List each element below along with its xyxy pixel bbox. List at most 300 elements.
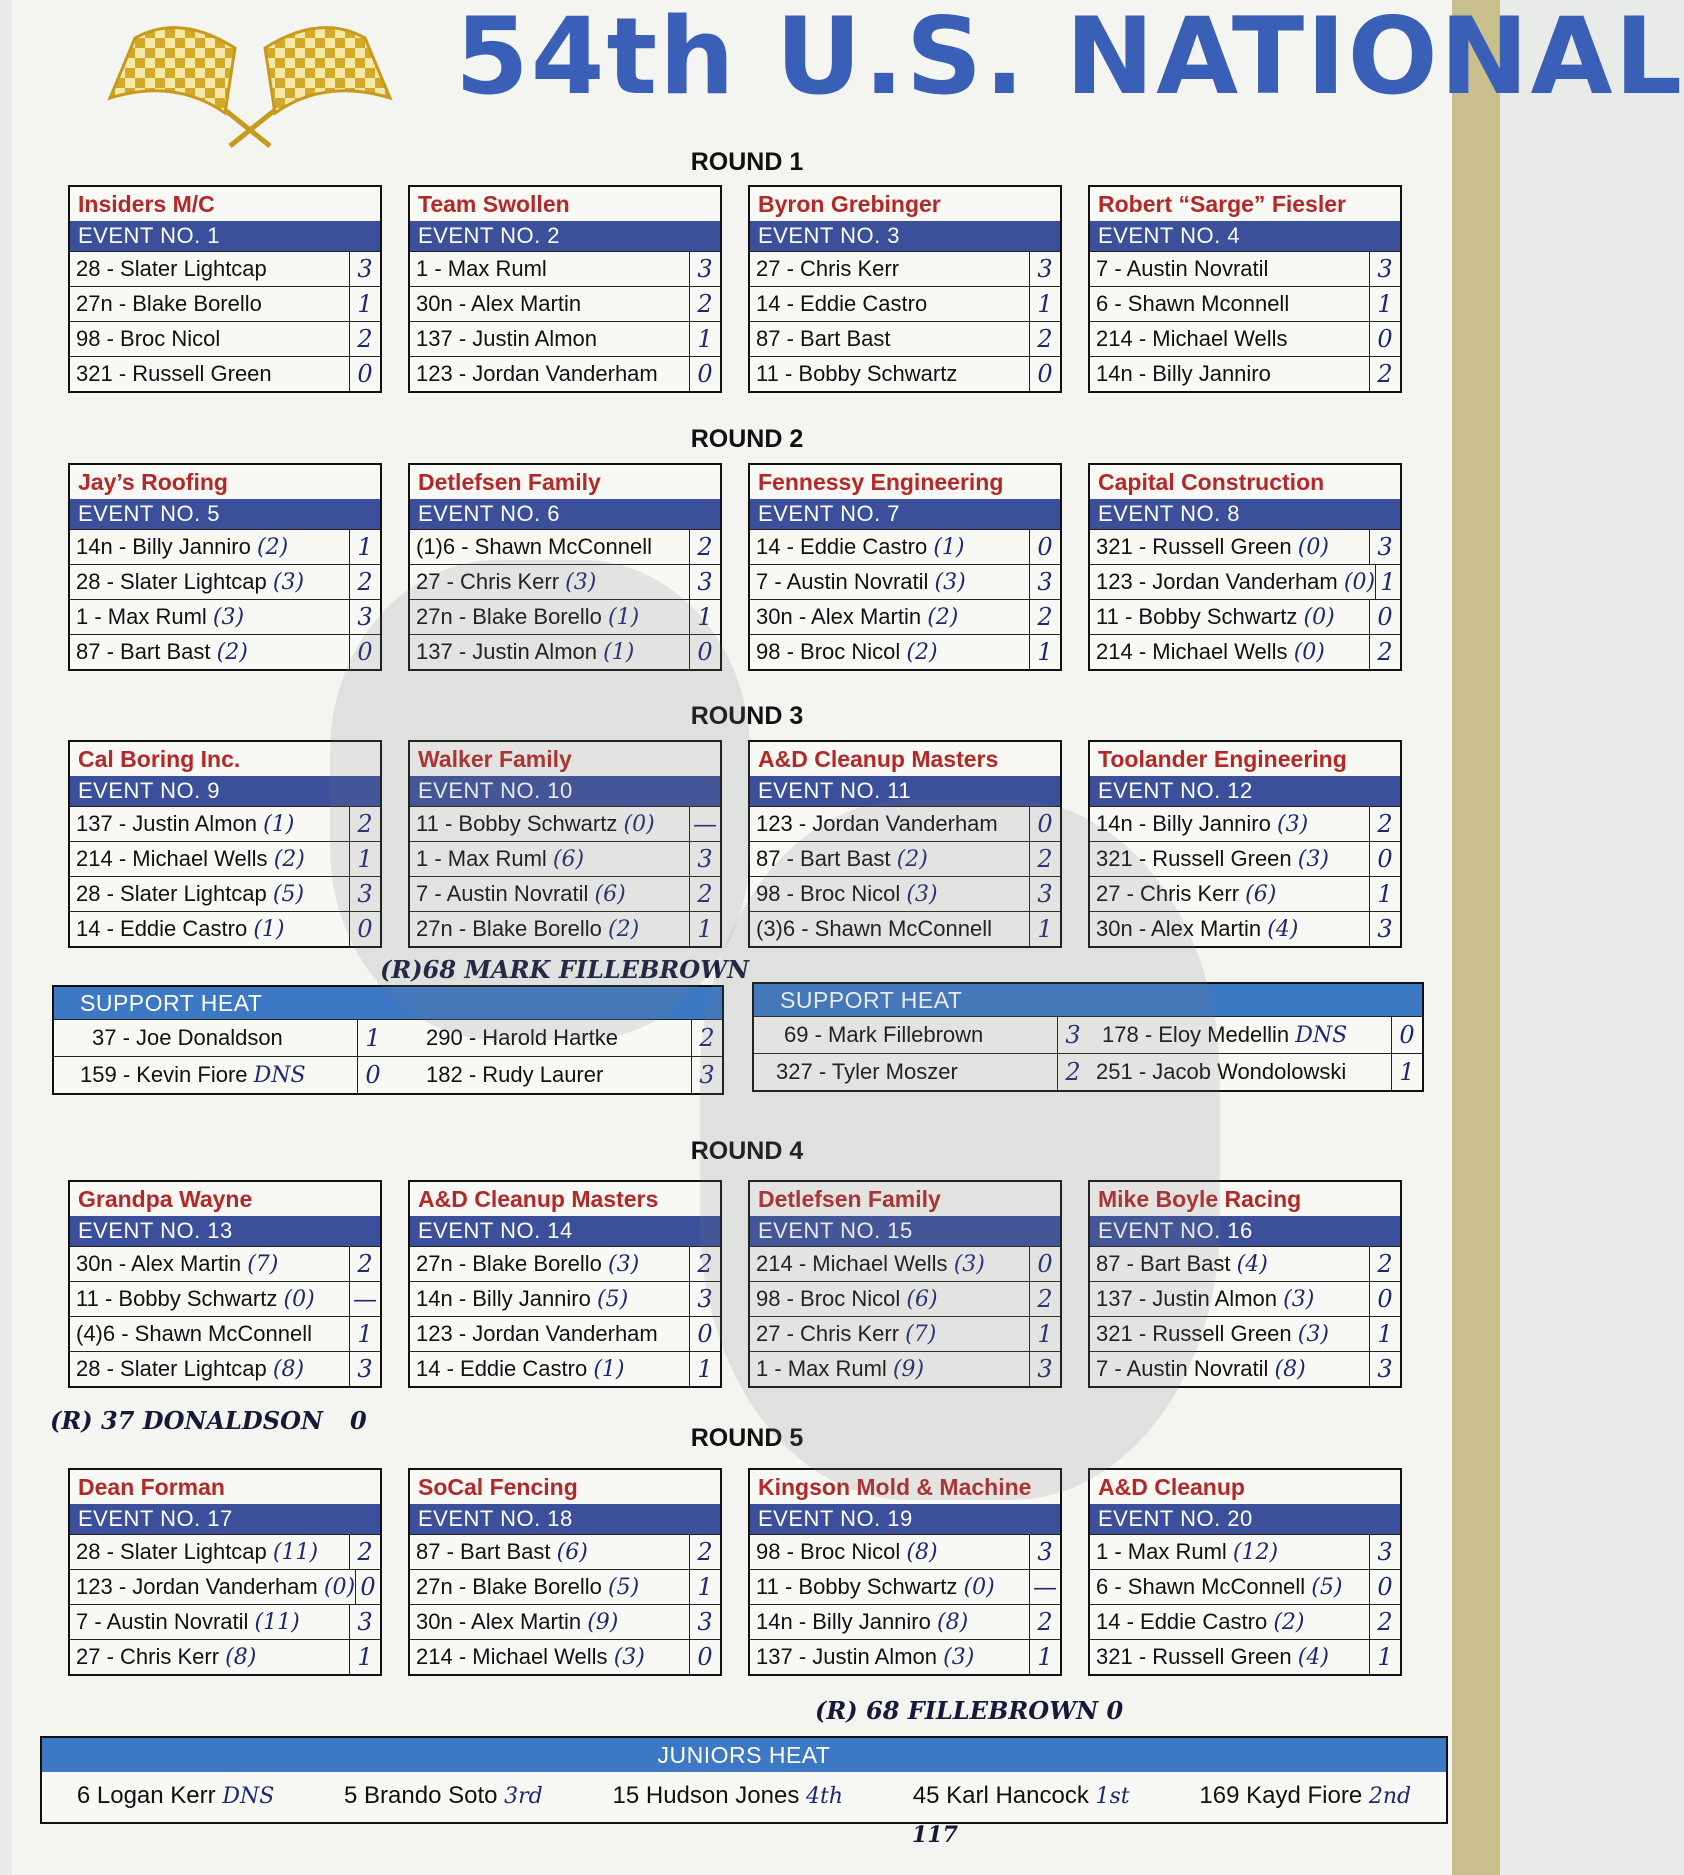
- rider-total: (8): [1274, 1357, 1306, 1382]
- event-card: [748, 463, 1062, 671]
- event-number: EVENT NO. 7: [750, 499, 1060, 529]
- rider-status: DNS: [1295, 1023, 1348, 1048]
- rider-name: 98 - Broc Nicol: [756, 639, 901, 664]
- support-heat-row: [54, 1056, 388, 1093]
- support-heat-row: [388, 1019, 722, 1056]
- rider-total: (1): [593, 1357, 625, 1382]
- rider-name: 182 - Rudy Laurer: [426, 1062, 604, 1087]
- rider-row: [750, 1639, 1060, 1674]
- rider-row: [750, 529, 1060, 564]
- rider-total: (11): [272, 1540, 319, 1565]
- rider-total: (3): [565, 570, 597, 595]
- round4-handwritten-points: 0: [350, 1406, 367, 1435]
- round5-handwritten-note: (R) 68 FILLEBROWN 0: [815, 1696, 1124, 1725]
- rider-points: 3: [349, 252, 380, 286]
- junior-name: 45 Karl Hancock: [912, 1782, 1089, 1809]
- rider-row: [410, 1569, 720, 1604]
- rider-name: 28 - Slater Lightcap: [76, 1539, 267, 1564]
- rider-row: [70, 286, 380, 321]
- rider-row: [410, 1281, 720, 1316]
- support-heat-title: SUPPORT HEAT: [754, 984, 1422, 1016]
- rider-row: [70, 634, 380, 669]
- rider-total: (6): [906, 1287, 938, 1312]
- rider-points: 3: [689, 842, 720, 876]
- rider-name: 14n - Billy Janniro: [1096, 361, 1271, 386]
- rider-row: [750, 1281, 1060, 1316]
- rider-points: 2: [1057, 1054, 1088, 1090]
- rider-points: 2: [1029, 1605, 1060, 1639]
- rider-row: [410, 634, 720, 669]
- support-heat-row: [754, 1053, 1088, 1090]
- rider-points: 2: [1369, 1605, 1400, 1639]
- rider-name: 1 - Max Ruml: [416, 256, 547, 281]
- event-number: EVENT NO. 8: [1090, 499, 1400, 529]
- rider-row: [70, 599, 380, 634]
- rider-points: 0: [689, 1317, 720, 1351]
- rider-row: [1090, 1351, 1400, 1386]
- event-card: [1088, 463, 1402, 671]
- rider-row: [1090, 1569, 1400, 1604]
- rider-name: 87 - Bart Bast: [1096, 1251, 1231, 1276]
- rider-row: [750, 1351, 1060, 1386]
- rider-row: [70, 806, 380, 841]
- rider-points: 2: [1029, 322, 1060, 356]
- rider-points: 0: [1369, 1570, 1400, 1604]
- rider-name: 30n - Alex Martin: [756, 604, 922, 629]
- rider-total: (8): [272, 1357, 305, 1382]
- rider-points: 0: [1029, 530, 1060, 564]
- rider-points: 0: [1369, 600, 1400, 634]
- rider-row: [70, 1316, 380, 1351]
- event-number: EVENT NO. 4: [1090, 221, 1400, 251]
- rider-name: 321 - Russell Green: [1096, 846, 1292, 871]
- rider-total: (7): [905, 1322, 937, 1347]
- rider-row: [410, 564, 720, 599]
- rider-row: [70, 1604, 380, 1639]
- rider-row: [1090, 286, 1400, 321]
- rider-total: (3): [934, 570, 966, 595]
- rider-points: 1: [349, 842, 380, 876]
- rider-name: 11 - Bobby Schwartz: [756, 361, 958, 386]
- rider-row: [70, 1534, 380, 1569]
- event-card: [408, 1468, 722, 1676]
- rider-points: 2: [689, 287, 720, 321]
- rider-row: [70, 841, 380, 876]
- rider-row: [750, 841, 1060, 876]
- rider-points: 2: [349, 1247, 380, 1281]
- rider-points: 0: [1369, 322, 1400, 356]
- rider-points: 1: [1369, 1317, 1400, 1351]
- rider-name: 321 - Russell Green: [1096, 534, 1292, 559]
- rider-name: (4)6 - Shawn McConnell: [76, 1321, 312, 1346]
- rider-row: [1090, 806, 1400, 841]
- rider-total: (9): [892, 1357, 925, 1382]
- rider-row: [1090, 1246, 1400, 1281]
- rider-name: 14 - Eddie Castro: [76, 916, 248, 941]
- rider-points: 2: [1029, 600, 1060, 634]
- rider-name: 7 - Austin Novratil: [76, 1609, 249, 1634]
- rider-name: 123 - Jordan Vanderham: [416, 361, 658, 386]
- event-sponsor: Cal Boring Inc.: [78, 746, 241, 772]
- rider-name: 327 - Tyler Moszer: [776, 1059, 958, 1084]
- rider-row: [1090, 1534, 1400, 1569]
- junior-entry: [344, 1772, 543, 1821]
- rider-points: 3: [689, 252, 720, 286]
- rider-total: (3): [1297, 1322, 1329, 1347]
- rider-points: 1: [689, 912, 720, 946]
- rider-name: 137 - Justin Almon: [76, 811, 257, 836]
- event-card: [748, 740, 1062, 948]
- event-number: EVENT NO. 18: [410, 1504, 720, 1534]
- rider-points: 1: [1391, 1054, 1422, 1090]
- support-heat-1: [52, 985, 724, 1095]
- rider-row: [410, 356, 720, 391]
- rider-name: 98 - Broc Nicol: [756, 1539, 901, 1564]
- rider-name: 123 - Jordan Vanderham: [1096, 569, 1338, 594]
- rider-name: 28 - Slater Lightcap: [76, 881, 267, 906]
- event-sponsor: Byron Grebinger: [758, 191, 941, 217]
- event-number: EVENT NO. 13: [70, 1216, 380, 1246]
- rider-row: [1090, 634, 1400, 669]
- rider-name: 7 - Austin Novratil: [416, 881, 589, 906]
- event-card: [1088, 185, 1402, 393]
- event-sponsor: Dean Forman: [78, 1474, 225, 1500]
- rider-row: [1090, 1316, 1400, 1351]
- rider-name: 290 - Harold Hartke: [426, 1025, 618, 1050]
- rider-total: (4): [1236, 1252, 1268, 1277]
- rider-name: 1 - Max Ruml: [416, 846, 547, 871]
- rider-points: 3: [689, 1282, 720, 1316]
- junior-entry: [913, 1772, 1130, 1821]
- rider-row: [410, 286, 720, 321]
- rider-row: [1090, 1281, 1400, 1316]
- rider-name: 137 - Justin Almon: [756, 1644, 937, 1669]
- rider-points: 1: [689, 600, 720, 634]
- rider-points: 2: [689, 1247, 720, 1281]
- rider-total: (2): [257, 535, 289, 560]
- rider-points: 2: [349, 322, 380, 356]
- rider-total: (0): [283, 1287, 315, 1312]
- rider-total: (6): [594, 882, 626, 907]
- rider-total: (7): [247, 1252, 279, 1277]
- rider-name: 159 - Kevin Fiore: [80, 1062, 248, 1087]
- rider-points: 3: [1369, 912, 1400, 946]
- rider-points: 1: [1369, 287, 1400, 321]
- rider-name: 87 - Bart Bast: [756, 846, 891, 871]
- rider-total: (12): [1232, 1540, 1279, 1565]
- rider-row: [1090, 911, 1400, 946]
- support-heat-row: [54, 1019, 388, 1056]
- rider-row: [70, 1569, 380, 1604]
- rider-row: [750, 634, 1060, 669]
- rider-points: 0: [1369, 1282, 1400, 1316]
- rider-points: —: [1029, 1570, 1060, 1604]
- rider-total: (3): [1277, 812, 1309, 837]
- junior-entry: [613, 1772, 843, 1821]
- rider-total: (0): [1293, 640, 1325, 665]
- rider-total: (0): [323, 1575, 356, 1600]
- rider-points: 0: [357, 1057, 388, 1093]
- junior-place: 1st: [1095, 1784, 1130, 1809]
- event-number: EVENT NO. 19: [750, 1504, 1060, 1534]
- rider-total: (2): [1273, 1610, 1305, 1635]
- rider-row: [1090, 841, 1400, 876]
- event-number: EVENT NO. 14: [410, 1216, 720, 1246]
- rider-row: [750, 1569, 1060, 1604]
- rider-points: 0: [1029, 807, 1060, 841]
- rider-name: 1 - Max Ruml: [756, 1356, 887, 1381]
- rider-name: 98 - Broc Nicol: [756, 881, 901, 906]
- rider-points: 3: [1029, 1535, 1060, 1569]
- event-card: [1088, 1180, 1402, 1388]
- rider-row: [70, 564, 380, 599]
- event-card: [68, 1180, 382, 1388]
- event-number: EVENT NO. 16: [1090, 1216, 1400, 1246]
- rider-name: (3)6 - Shawn McConnell: [756, 916, 992, 941]
- rider-row: [410, 1351, 720, 1386]
- rider-name: 214 - Michael Wells: [756, 1251, 948, 1276]
- juniors-heat-row: [42, 1772, 1446, 1821]
- rider-name: 28 - Slater Lightcap: [76, 569, 267, 594]
- rider-points: 3: [1369, 1352, 1400, 1386]
- junior-name: 169 Kayd Fiore: [1199, 1782, 1363, 1809]
- event-card: [748, 185, 1062, 393]
- rider-points: 0: [689, 1640, 720, 1674]
- rider-name: 11 - Bobby Schwartz: [1096, 604, 1298, 629]
- rider-points: 3: [691, 1057, 722, 1093]
- rider-points: 3: [1369, 530, 1400, 564]
- event-sponsor: Detlefsen Family: [758, 1186, 941, 1212]
- rider-points: —: [349, 1282, 380, 1316]
- rider-row: [410, 1246, 720, 1281]
- rider-points: 1: [349, 1640, 380, 1674]
- rider-row: [1090, 564, 1400, 599]
- rider-name: 7 - Austin Novratil: [1096, 256, 1269, 281]
- rider-row: [1090, 599, 1400, 634]
- support-heat-2: [752, 982, 1424, 1092]
- rider-total: (2): [273, 847, 305, 872]
- rider-row: [1090, 356, 1400, 391]
- rider-points: 0: [355, 1570, 380, 1604]
- rider-row: [750, 251, 1060, 286]
- checkered-flags-icon: [95, 18, 405, 153]
- junior-name: 15 Hudson Jones: [612, 1782, 800, 1809]
- rider-row: [750, 876, 1060, 911]
- rider-points: 0: [1029, 357, 1060, 391]
- rider-points: 0: [349, 912, 380, 946]
- rider-total: (5): [597, 1287, 629, 1312]
- rider-row: [410, 911, 720, 946]
- rider-total: (8): [906, 1540, 938, 1565]
- rider-status: DNS: [253, 1063, 306, 1088]
- rider-row: [750, 599, 1060, 634]
- rider-name: 214 - Michael Wells: [1096, 326, 1288, 351]
- rider-points: 1: [1369, 1640, 1400, 1674]
- rider-points: 2: [1369, 357, 1400, 391]
- junior-place: 2nd: [1368, 1784, 1412, 1809]
- rider-name: 27n - Blake Borello: [416, 916, 602, 941]
- rider-name: 7 - Austin Novratil: [1096, 1356, 1269, 1381]
- junior-name: 6 Logan Kerr: [76, 1782, 216, 1809]
- rider-name: 69 - Mark Fillebrown: [784, 1022, 984, 1047]
- rider-total: (1): [603, 640, 635, 665]
- rider-total: (5): [1311, 1575, 1343, 1600]
- rider-name: 27 - Chris Kerr: [76, 1644, 220, 1669]
- rider-points: —: [689, 807, 720, 841]
- rider-row: [1090, 529, 1400, 564]
- rider-total: (1): [253, 917, 285, 942]
- event-number: EVENT NO. 9: [70, 776, 380, 806]
- rider-row: [70, 1639, 380, 1674]
- rider-points: 2: [1369, 1247, 1400, 1281]
- rider-row: [410, 806, 720, 841]
- rider-points: 3: [1029, 1352, 1060, 1386]
- rider-total: (3): [613, 1645, 645, 1670]
- rider-points: 1: [1369, 877, 1400, 911]
- rider-name: 123 - Jordan Vanderham: [76, 1574, 318, 1599]
- rider-name: 87 - Bart Bast: [756, 326, 891, 351]
- event-number: EVENT NO. 6: [410, 499, 720, 529]
- rider-points: 3: [349, 1352, 380, 1386]
- rider-row: [70, 529, 380, 564]
- rider-total: (6): [556, 1540, 588, 1565]
- rider-points: 2: [1369, 807, 1400, 841]
- rider-total: (2): [927, 605, 959, 630]
- rider-row: [750, 564, 1060, 599]
- event-card: [748, 1180, 1062, 1388]
- rider-total: (5): [608, 1575, 640, 1600]
- event-number: EVENT NO. 10: [410, 776, 720, 806]
- rider-row: [750, 1534, 1060, 1569]
- rider-name: 6 - Shawn McConnell: [1096, 1574, 1306, 1599]
- event-sponsor: Capital Construction: [1098, 469, 1325, 495]
- rider-name: 14 - Eddie Castro: [756, 534, 928, 559]
- background-strip: [1452, 0, 1500, 1875]
- rider-total: (4): [1297, 1645, 1329, 1670]
- rider-points: 3: [689, 565, 720, 599]
- event-sponsor: Mike Boyle Racing: [1098, 1186, 1302, 1212]
- rider-total: (3): [272, 570, 305, 595]
- event-sponsor: Robert “Sarge” Fiesler: [1098, 191, 1346, 217]
- rider-name: 28 - Slater Lightcap: [76, 1356, 267, 1381]
- event-card: [748, 1468, 1062, 1676]
- rider-row: [410, 1534, 720, 1569]
- event-card: [408, 463, 722, 671]
- rider-points: 1: [689, 1570, 720, 1604]
- rider-total: (9): [587, 1610, 619, 1635]
- rider-name: 178 - Eloy Medellin: [1102, 1022, 1290, 1047]
- event-sponsor: Toolander Engineering: [1098, 746, 1347, 772]
- rider-row: [410, 529, 720, 564]
- rider-name: 11 - Bobby Schwartz: [756, 1574, 958, 1599]
- event-number: EVENT NO. 20: [1090, 1504, 1400, 1534]
- header: [0, 0, 1684, 150]
- rider-name: 137 - Justin Almon: [416, 326, 597, 351]
- rider-row: [70, 1246, 380, 1281]
- rider-total: (3): [906, 882, 938, 907]
- rider-name: 123 - Jordan Vanderham: [756, 811, 998, 836]
- rider-total: (2): [216, 640, 248, 665]
- rider-row: [750, 1246, 1060, 1281]
- rider-points: 3: [1369, 1535, 1400, 1569]
- rider-row: [750, 806, 1060, 841]
- junior-entry: [1199, 1772, 1411, 1821]
- rider-name: 14n - Billy Janniro: [76, 534, 251, 559]
- rider-points: 0: [689, 357, 720, 391]
- rider-points: 2: [349, 807, 380, 841]
- rider-name: 98 - Broc Nicol: [756, 1286, 901, 1311]
- rider-row: [750, 321, 1060, 356]
- rider-total: (1): [608, 605, 640, 630]
- rider-name: 137 - Justin Almon: [416, 639, 597, 664]
- event-card: [68, 463, 382, 671]
- rider-row: [1090, 1604, 1400, 1639]
- rider-row: [70, 876, 380, 911]
- rider-total: (6): [1245, 882, 1277, 907]
- round-1-label: ROUND 1: [690, 148, 804, 176]
- event-sponsor: Insiders M/C: [78, 191, 215, 217]
- event-card: [408, 1180, 722, 1388]
- rider-row: [750, 1604, 1060, 1639]
- rider-name: 123 - Jordan Vanderham: [416, 1321, 658, 1346]
- event-sponsor: Grandpa Wayne: [78, 1186, 253, 1212]
- event-sponsor: Walker Family: [418, 746, 572, 772]
- event-number: EVENT NO. 3: [750, 221, 1060, 251]
- rider-points: 1: [349, 1317, 380, 1351]
- rider-points: 2: [349, 1535, 380, 1569]
- rider-total: (1): [933, 535, 965, 560]
- rider-points: 0: [349, 635, 380, 669]
- rider-total: (0): [623, 812, 655, 837]
- event-sponsor: Jay’s Roofing: [78, 469, 228, 495]
- page-number: 117: [912, 1822, 958, 1848]
- rider-points: 2: [691, 1020, 722, 1056]
- rider-name: 14 - Eddie Castro: [756, 291, 928, 316]
- rider-name: 14n - Billy Janniro: [756, 1609, 931, 1634]
- rider-points: 3: [1029, 252, 1060, 286]
- rider-name: 214 - Michael Wells: [416, 1644, 608, 1669]
- rider-row: [1090, 251, 1400, 286]
- rider-points: 1: [349, 530, 380, 564]
- junior-entry: [77, 1772, 274, 1821]
- round-2-label: ROUND 2: [690, 425, 804, 453]
- rider-points: 1: [689, 322, 720, 356]
- rider-total: (3): [608, 1252, 640, 1277]
- rider-name: 11 - Bobby Schwartz: [416, 811, 618, 836]
- rider-row: [410, 251, 720, 286]
- event-card: [68, 740, 382, 948]
- rider-name: 27n - Blake Borello: [416, 604, 602, 629]
- rider-row: [750, 286, 1060, 321]
- rider-name: 6 - Shawn Mconnell: [1096, 291, 1290, 316]
- rider-points: 2: [689, 530, 720, 564]
- rider-name: 37 - Joe Donaldson: [92, 1025, 283, 1050]
- rider-total: (4): [1267, 917, 1299, 942]
- round4-handwritten-note: (R) 37 DONALDSON: [50, 1406, 323, 1435]
- rider-row: [410, 1316, 720, 1351]
- rider-name: 98 - Broc Nicol: [76, 326, 221, 351]
- rider-points: 1: [689, 1352, 720, 1386]
- rider-row: [750, 356, 1060, 391]
- rider-points: 1: [1029, 287, 1060, 321]
- rider-name: 14 - Eddie Castro: [1096, 1609, 1268, 1634]
- rider-total: (0): [1343, 570, 1376, 595]
- rider-row: [70, 1351, 380, 1386]
- support-heat-row: [1088, 1053, 1422, 1090]
- rider-total: (3): [1283, 1287, 1315, 1312]
- rider-total: (6): [552, 847, 585, 872]
- rider-points: 2: [1029, 842, 1060, 876]
